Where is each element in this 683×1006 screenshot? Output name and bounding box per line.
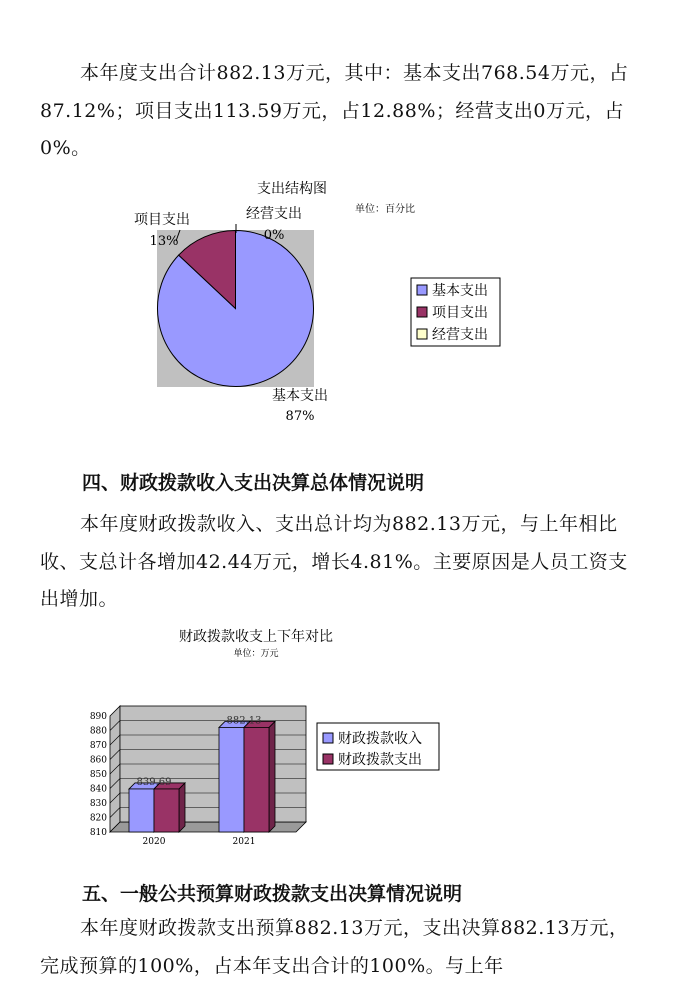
bar-y-tick-label: 880 (89, 726, 107, 737)
bar-data-label: 839.69 (136, 776, 172, 788)
bar-y-tick-label: 870 (89, 741, 107, 751)
bar-expenditure-2020 (154, 789, 179, 832)
bar-y-tick-label: 890 (89, 712, 107, 722)
legend-label-project: 项目支出 (432, 305, 488, 321)
bar-title: 财政拨款收支上下年对比 (179, 629, 333, 645)
legend-swatch-expenditure (323, 754, 333, 764)
pie-value-basic: 87% (285, 409, 315, 424)
pie-label-project: 项目支出 (134, 212, 190, 228)
fiscal-comparison-figure (0, 620, 683, 855)
bar-x-tick-label: 2020 (142, 837, 166, 847)
pie-unit: 单位：百分比 (355, 204, 415, 215)
bar-y-tick-label: 820 (89, 813, 107, 824)
bar-income-2021 (219, 727, 244, 832)
expenditure-summary-paragraph: 本年度支出合计882.13万元，其中：基本支出768.54万元，占87.12%；项目支出113.59万元，占12.88%；经营支出0万元，占0%。 (40, 62, 629, 159)
bar-expenditure-2021 (244, 727, 269, 832)
bar-y-tick-label: 860 (89, 755, 107, 766)
legend-swatch-operating (417, 329, 427, 339)
bar-x-tick-label: 2021 (232, 837, 256, 847)
bar-income-2020 (129, 789, 154, 832)
pie-value-project: 13% (149, 234, 179, 249)
pie-chart (0, 175, 683, 435)
legend-label-basic: 基本支出 (432, 283, 488, 299)
bar-x-axis (143, 837, 256, 847)
general-budget-paragraph: 本年度财政拨款支出预算882.13万元，支出决算882.13万元，完成预算的100%，占本年支出合计的100%。与上年 (40, 917, 629, 977)
bar-expenditure-side (269, 721, 275, 832)
bar-y-axis (90, 712, 107, 838)
legend-swatch-income (323, 733, 333, 743)
legend-label-operating: 经营支出 (432, 327, 488, 343)
section-four-heading: 四、财政拨款收入支出决算总体情况说明 (82, 472, 425, 494)
pie-value-operating: 0% (263, 228, 285, 243)
pie-title: 支出结构图 (257, 181, 327, 197)
pie-label-operating: 经营支出 (246, 206, 302, 222)
legend-label-income: 财政拨款收入 (338, 731, 422, 747)
legend-swatch-basic (417, 285, 427, 295)
bar-y-tick-label: 840 (89, 784, 107, 795)
fiscal-allocation-paragraph: 本年度财政拨款收入、支出总计均为882.13万元，与上年相比收、支总计各增加42.44万元，增长4.81%。主要原因是人员工资支出增加。 (40, 513, 628, 610)
pie-slices (157, 231, 313, 387)
legend-label-expenditure: 财政拨款支出 (338, 752, 422, 768)
bar-expenditure-side (179, 783, 185, 832)
bar-y-tick-label: 810 (89, 828, 107, 838)
bar-unit: 单位：万元 (233, 649, 279, 659)
bar-y-tick-label: 850 (89, 770, 107, 780)
bar-chart (0, 620, 683, 855)
legend-swatch-project (417, 307, 427, 317)
bar-y-tick-label: 830 (89, 799, 107, 809)
bar-data-label: 882.13 (226, 715, 262, 727)
expenditure-structure-figure (0, 175, 683, 435)
section-five-heading: 五、一般公共预算财政拨款支出决算情况说明 (82, 883, 463, 905)
pie-label-basic: 基本支出 (272, 388, 328, 404)
